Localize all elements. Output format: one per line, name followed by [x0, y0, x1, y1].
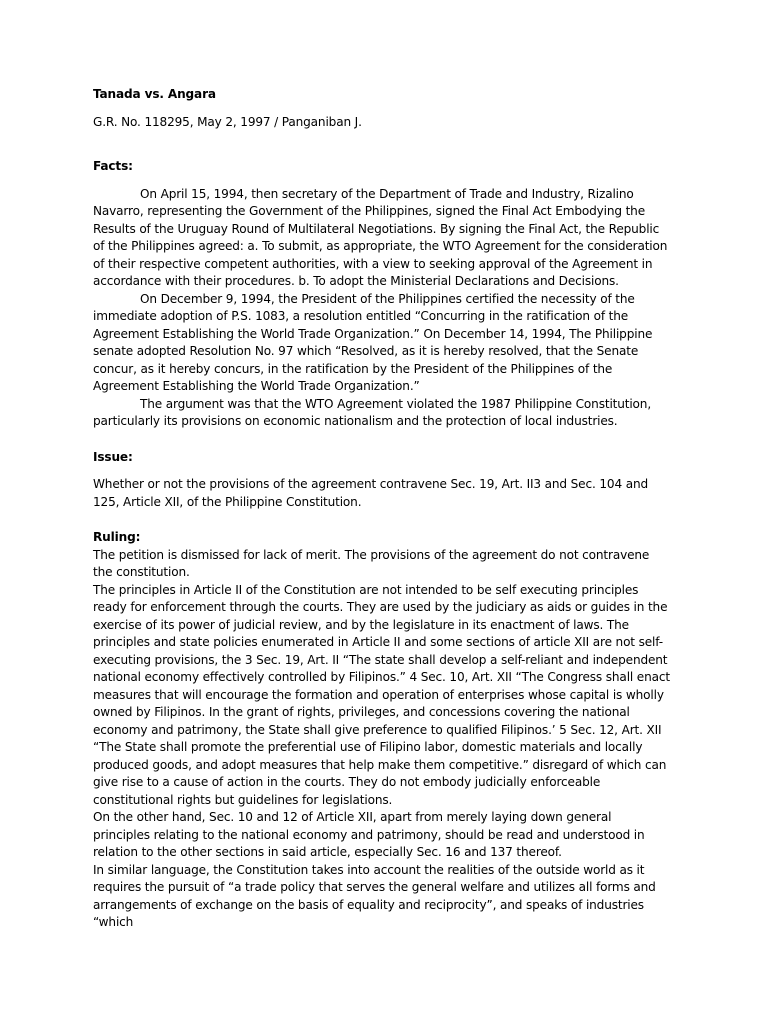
issue-text: Whether or not the provisions of the agreement contravene Sec. 19, Art. II3 and Sec. 104 and 125, Article XII, of the Philippine Constitution. [93, 477, 648, 509]
issue-heading: Issue: [93, 449, 133, 464]
case-title: Tanada vs. Angara [93, 87, 216, 101]
ruling-paragraph: In similar language, the Constitution takes into account the realities of the outside world as it requires the pursuit of “a trade policy that serves the general welfare and utilizes all forms and arrangements of exchange on the basis of equality and reciprocity”, and speaks of industries “which [93, 862, 656, 929]
facts-heading: Facts: [93, 159, 133, 173]
ruling-paragraph: The principles in Article II of the Constitution are not intended to be self executing principles ready for enforcement through the courts. They are used by the judiciary as aids or guides in the exercise of its power of judicial review, and by the legislature in its enactment of laws. The principles and state policies enumerated in Article II and some sections of article XII are not self-executing provisions, the 3 Sec. 19, Art. II “The state shall develop a self-reliant and independent national economy effectively controlled by Filipinos.” 4 Sec. 10, Art. XII “The Congress shall enact measures that will encourage the formation and operation of enterprises whose capital is wholly owned by Filipinos. In the grant of rights, privileges, and concessions covering the national economy and patrimony, the State shall give preference to qualified Filipinos.’ 5 Sec. 12, Art. XII “The State shall promote the preferential use of Filipino labor, domestic materials and locally produced goods, and adopt measures that help make them competitive.” disregard of which can give rise to a cause of action in the courts. They do not embody judicially enforceable constitutional rights but guidelines for legislations. [93, 582, 670, 807]
facts-paragraph: On December 9, 1994, the President of the Philippines certified the necessity of the immediate adoption of P.S. 1083, a resolution entitled “Concurring in the ratification of the Agreement Establishing the World Trade Organization.” On December 14, 1994, The Philippine senate adopted Resolution No. 97 which “Resolved, as it is hereby resolved, that the Senate concur, as it hereby concurs, in the ratification by the President of the Philippines of the Agreement Establishing the World Trade Organization.” [93, 291, 653, 393]
ruling-paragraph: The petition is dismissed for lack of merit. The provisions of the agreement do not contravene the constitution. [93, 547, 650, 579]
facts-section [93, 186, 671, 431]
ruling-section [93, 547, 671, 932]
facts-paragraph: On April 15, 1994, then secretary of the Department of Trade and Industry, Rizalino Navarro, representing the Government of the Philippines, signed the Final Act Embodying the Results of the Uruguay Round of Multilateral Negotiations. By signing the Final Act, the Republic of the Philippines agreed: a. To submit, as appropriate, the WTO Agreement for the consideration of their respective competent authorities, with a view to seeking approval of the Agreement in accordance with their procedures. b. To adopt the Ministerial Declarations and Decisions. [93, 186, 668, 288]
ruling-paragraph: On the other hand, Sec. 10 and 12 of Article XII, apart from merely laying down general principles relating to the national economy and patrimony, should be read and understood in relation to the other sections in said article, especially Sec. 16 and 137 thereof. [93, 810, 645, 859]
issue-section [93, 476, 671, 511]
case-citation: G.R. No. 118295, May 2, 1997 / Panganiban J. [93, 114, 362, 129]
facts-paragraph: The argument was that the WTO Agreement violated the 1987 Philippine Constitution, particularly its provisions on economic nationalism and the protection of local industries. [93, 396, 652, 428]
document-page [93, 86, 671, 932]
ruling-heading: Ruling: [93, 530, 141, 544]
